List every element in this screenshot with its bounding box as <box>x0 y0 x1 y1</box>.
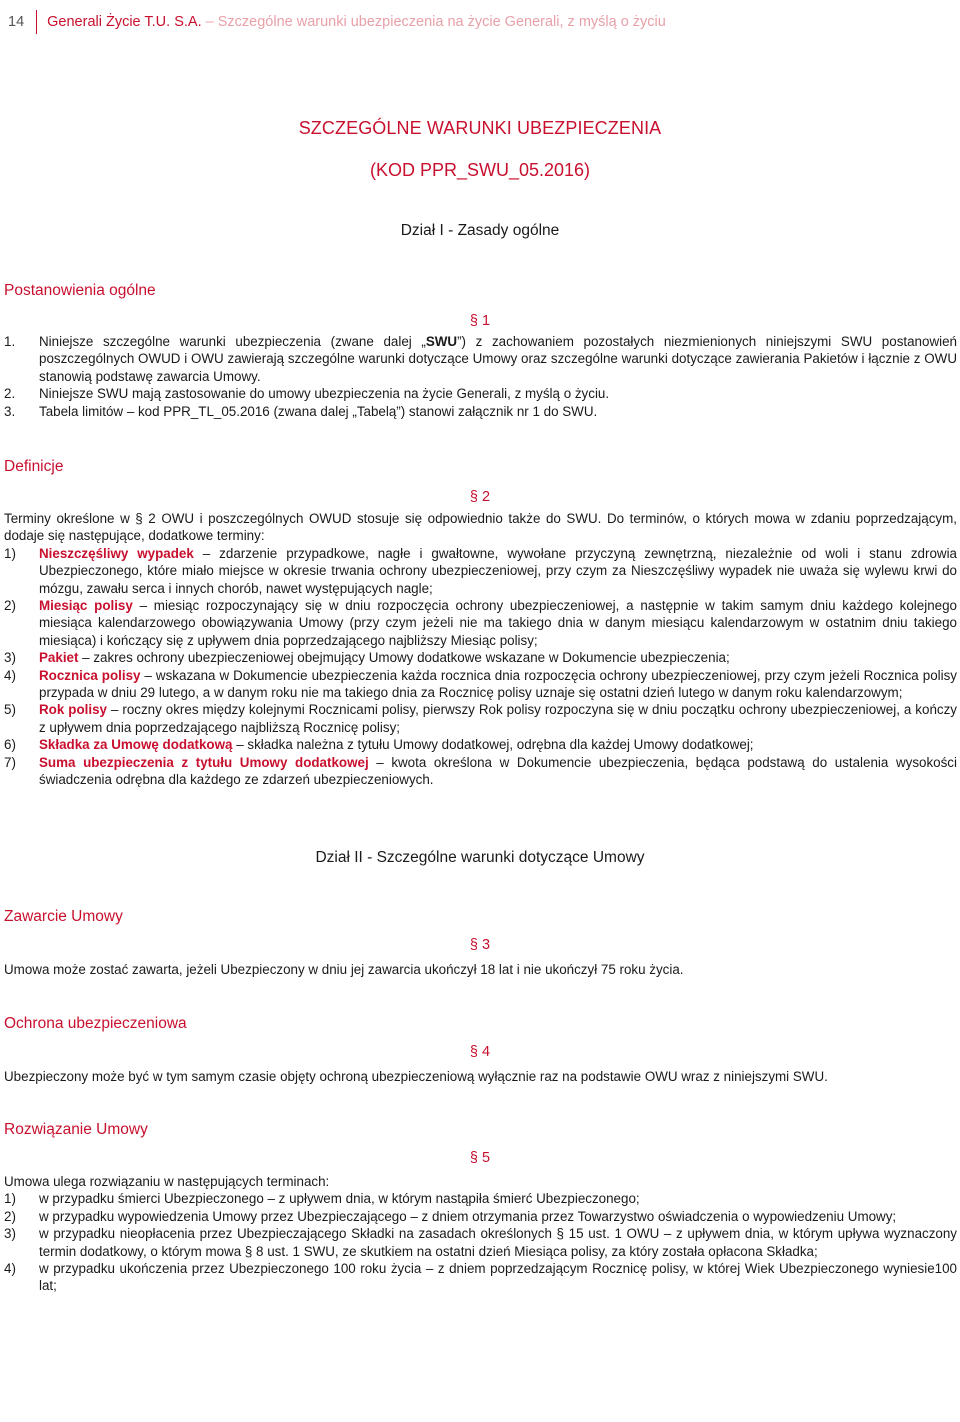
definition-item: 3) Pakiet – zakres ochrony ubezpieczeniowej obejmujący Umowy dodatkowe wskazane w Dokumencie ubezpieczenia; <box>4 650 730 666</box>
page-number: 14 <box>8 14 25 30</box>
definition-item: 7) Suma ubezpieczenia z tytułu Umowy dodatkowej – kwota określona w Dokumencie ubezpieczenia, będąca podstawą do ustalenia wysokości świadczenia odrębna dla każdego ze zdarzeń ubezpieczeniowych. <box>4 754 957 788</box>
section-heading-conclusion: Zawarcie Umowy <box>4 908 123 925</box>
header-separator: – <box>205 14 214 30</box>
termination-intro: Umowa ulega rozwiązaniu w następujących terminach: <box>4 1174 330 1189</box>
document-title: Szczególne warunki ubezpieczenia na życie Generali, z myślą o życiu <box>217 14 666 30</box>
definition-item: 1) Nieszczęśliwy wypadek – zdarzenie przypadkowe, nagłe i gwałtowne, wywołane przyczyną zewnętrzną, niezależnie od woli i stanu zdrowia Ubezpieczonego, które miało miejsce w okresie trwania ochrony ubezpieczeniowej, przy czym za Nieszczęśliwy wypadek nie uważa się wylewu krwi do mózgu, zawału serca i innych chorób, nawet występujących nagle; <box>4 545 958 596</box>
termination-block <box>4 1173 957 1295</box>
definitions-block <box>4 510 957 789</box>
list-item: 2. Niniejsze SWU mają zastosowanie do umowy ubezpieczenia na życie Generali, z myślą o życiu. <box>4 386 610 402</box>
part-2-title: Dział II - Szczególne warunki dotyczące Umowy <box>315 849 645 866</box>
paragraph-1-number: § 1 <box>469 313 491 329</box>
paragraph-3-number: § 3 <box>469 937 491 953</box>
definition-item: 6) Składka za Umowę dodatkową – składka należna z tytułu Umowy dodatkowej, odrębna dla każdej Umowy dodatkowej; <box>4 737 754 753</box>
paragraph-4-text: Ubezpieczony może być w tym samym czasie objęty ochroną ubezpieczeniową wyłącznie raz na podstawie OWU wraz z niniejszymi SWU. <box>4 1069 828 1084</box>
list-item: 1. Niniejsze szczególne warunki ubezpieczenia (zwane dalej „SWU”) z zachowaniem pozostałych niezmienionych niniejszymi SWU postanowień poszczególnych OWUD i OWU zawierają szczególne warunki dotyczące Umowy oraz szczególne warunki dotyczące zawierania Pakietów i łącznie z OWU stanowią podstawę zawarcia Umowy. <box>4 334 957 384</box>
definitions-intro: Terminy określone w § 2 OWU i poszczególnych OWUD stosuje się odpowiednio także do SWU. Do terminów, o których mowa w zdaniu poprzedzającym, dodaje się następujące, dodatkowe terminy: <box>4 511 957 544</box>
list-item: 1) w przypadku śmierci Ubezpieczonego – z upływem dnia, w którym nastąpiła śmierć Ubezpieczonego; <box>4 1191 640 1207</box>
paragraph-2-number: § 2 <box>469 489 491 505</box>
paragraph-3-text: Umowa może zostać zawarta, jeżeli Ubezpieczony w dniu jej zawarcia ukończył 18 lat i nie ukończył 75 roku życia. <box>4 962 684 977</box>
definition-item: 4) Rocznica polisy – wskazana w Dokumencie ubezpieczenia każda rocznica dnia rozpoczęcia ochrony ubezpieczeniowej, przy czym jeżeli Rocznica polisy przypada w dniu 29 lutego, a w danym roku nie ma takiego dnia za Rocznicę polisy uznaje się ostatni dzień lutego w danym roku kalendarzowym; <box>4 667 957 701</box>
section-heading-protection: Ochrona ubezpieczeniowa <box>4 1015 187 1032</box>
list-item: 3) w przypadku nieopłacenia przez Ubezpieczającego Składki na zasadach określonych § 15 ust. 1 OWU – z upływem dnia, w którym upływa wyznaczony termin dodatkowy, o którym mowa § 8 ust. 1 SWU, ze skutkiem na ostatni dzień Miesiąca polisy, za który została opłacona Składka; <box>4 1226 957 1259</box>
part-1-title: Dział I - Zasady ogólne <box>400 222 560 239</box>
main-title: SZCZEGÓLNE WARUNKI UBEZPIECZENIA <box>298 118 662 138</box>
definition-item: 2) Miesiąc polisy – miesiąc rozpoczynający się w dniu rozpoczęcia ochrony ubezpieczeniowej, a następnie w takim samym dniu każdego kolejnego miesiąca kalendarzowego obowiązywania Umowy (przy czym jeżeli nie ma takiego dnia w danym miesiącu kalendarzowym w ostatnim dniu takiego miesiąca) i kończący się z upływem dnia poprzedzającego najbliższy Miesiąc polisy; <box>4 598 957 648</box>
publisher-name: Generali Życie T.U. S.A. <box>47 14 202 30</box>
header-divider <box>36 10 37 34</box>
document-code: (KOD PPR_SWU_05.2016) <box>369 160 591 180</box>
list-item: 3. Tabela limitów – kod PPR_TL_05.2016 (zwana dalej „Tabelą”) stanowi załącznik nr 1 do SWU. <box>4 403 598 419</box>
paragraph-5-number: § 5 <box>469 1150 491 1166</box>
section-heading-general: Postanowienia ogólne <box>4 282 156 299</box>
page-header <box>8 10 666 34</box>
definition-item: 5) Rok polisy – roczny okres między kolejnymi Rocznicami polisy, pierwszy Rok polisy rozpoczyna się w dniu początku ochrony ubezpieczeniowej, a kończy z upływem dnia poprzedzającego najbliższą Rocznicę polisy; <box>4 702 957 735</box>
section-heading-definitions: Definicje <box>4 458 64 475</box>
general-provisions-list <box>4 333 957 420</box>
list-item: 4) w przypadku ukończenia przez Ubezpieczonego 100 roku życia – z dniem poprzedzającym Rocznicę polisy, w której Wiek Ubezpieczonego wyniesie100 lat; <box>4 1261 957 1294</box>
paragraph-4-number: § 4 <box>469 1044 491 1060</box>
section-heading-termination: Rozwiązanie Umowy <box>4 1121 148 1138</box>
list-item: 2) w przypadku wypowiedzenia Umowy przez Ubezpieczającego – z dniem otrzymania przez Towarzystwo oświadczenia o wypowiedzeniu Umowy; <box>4 1208 897 1224</box>
